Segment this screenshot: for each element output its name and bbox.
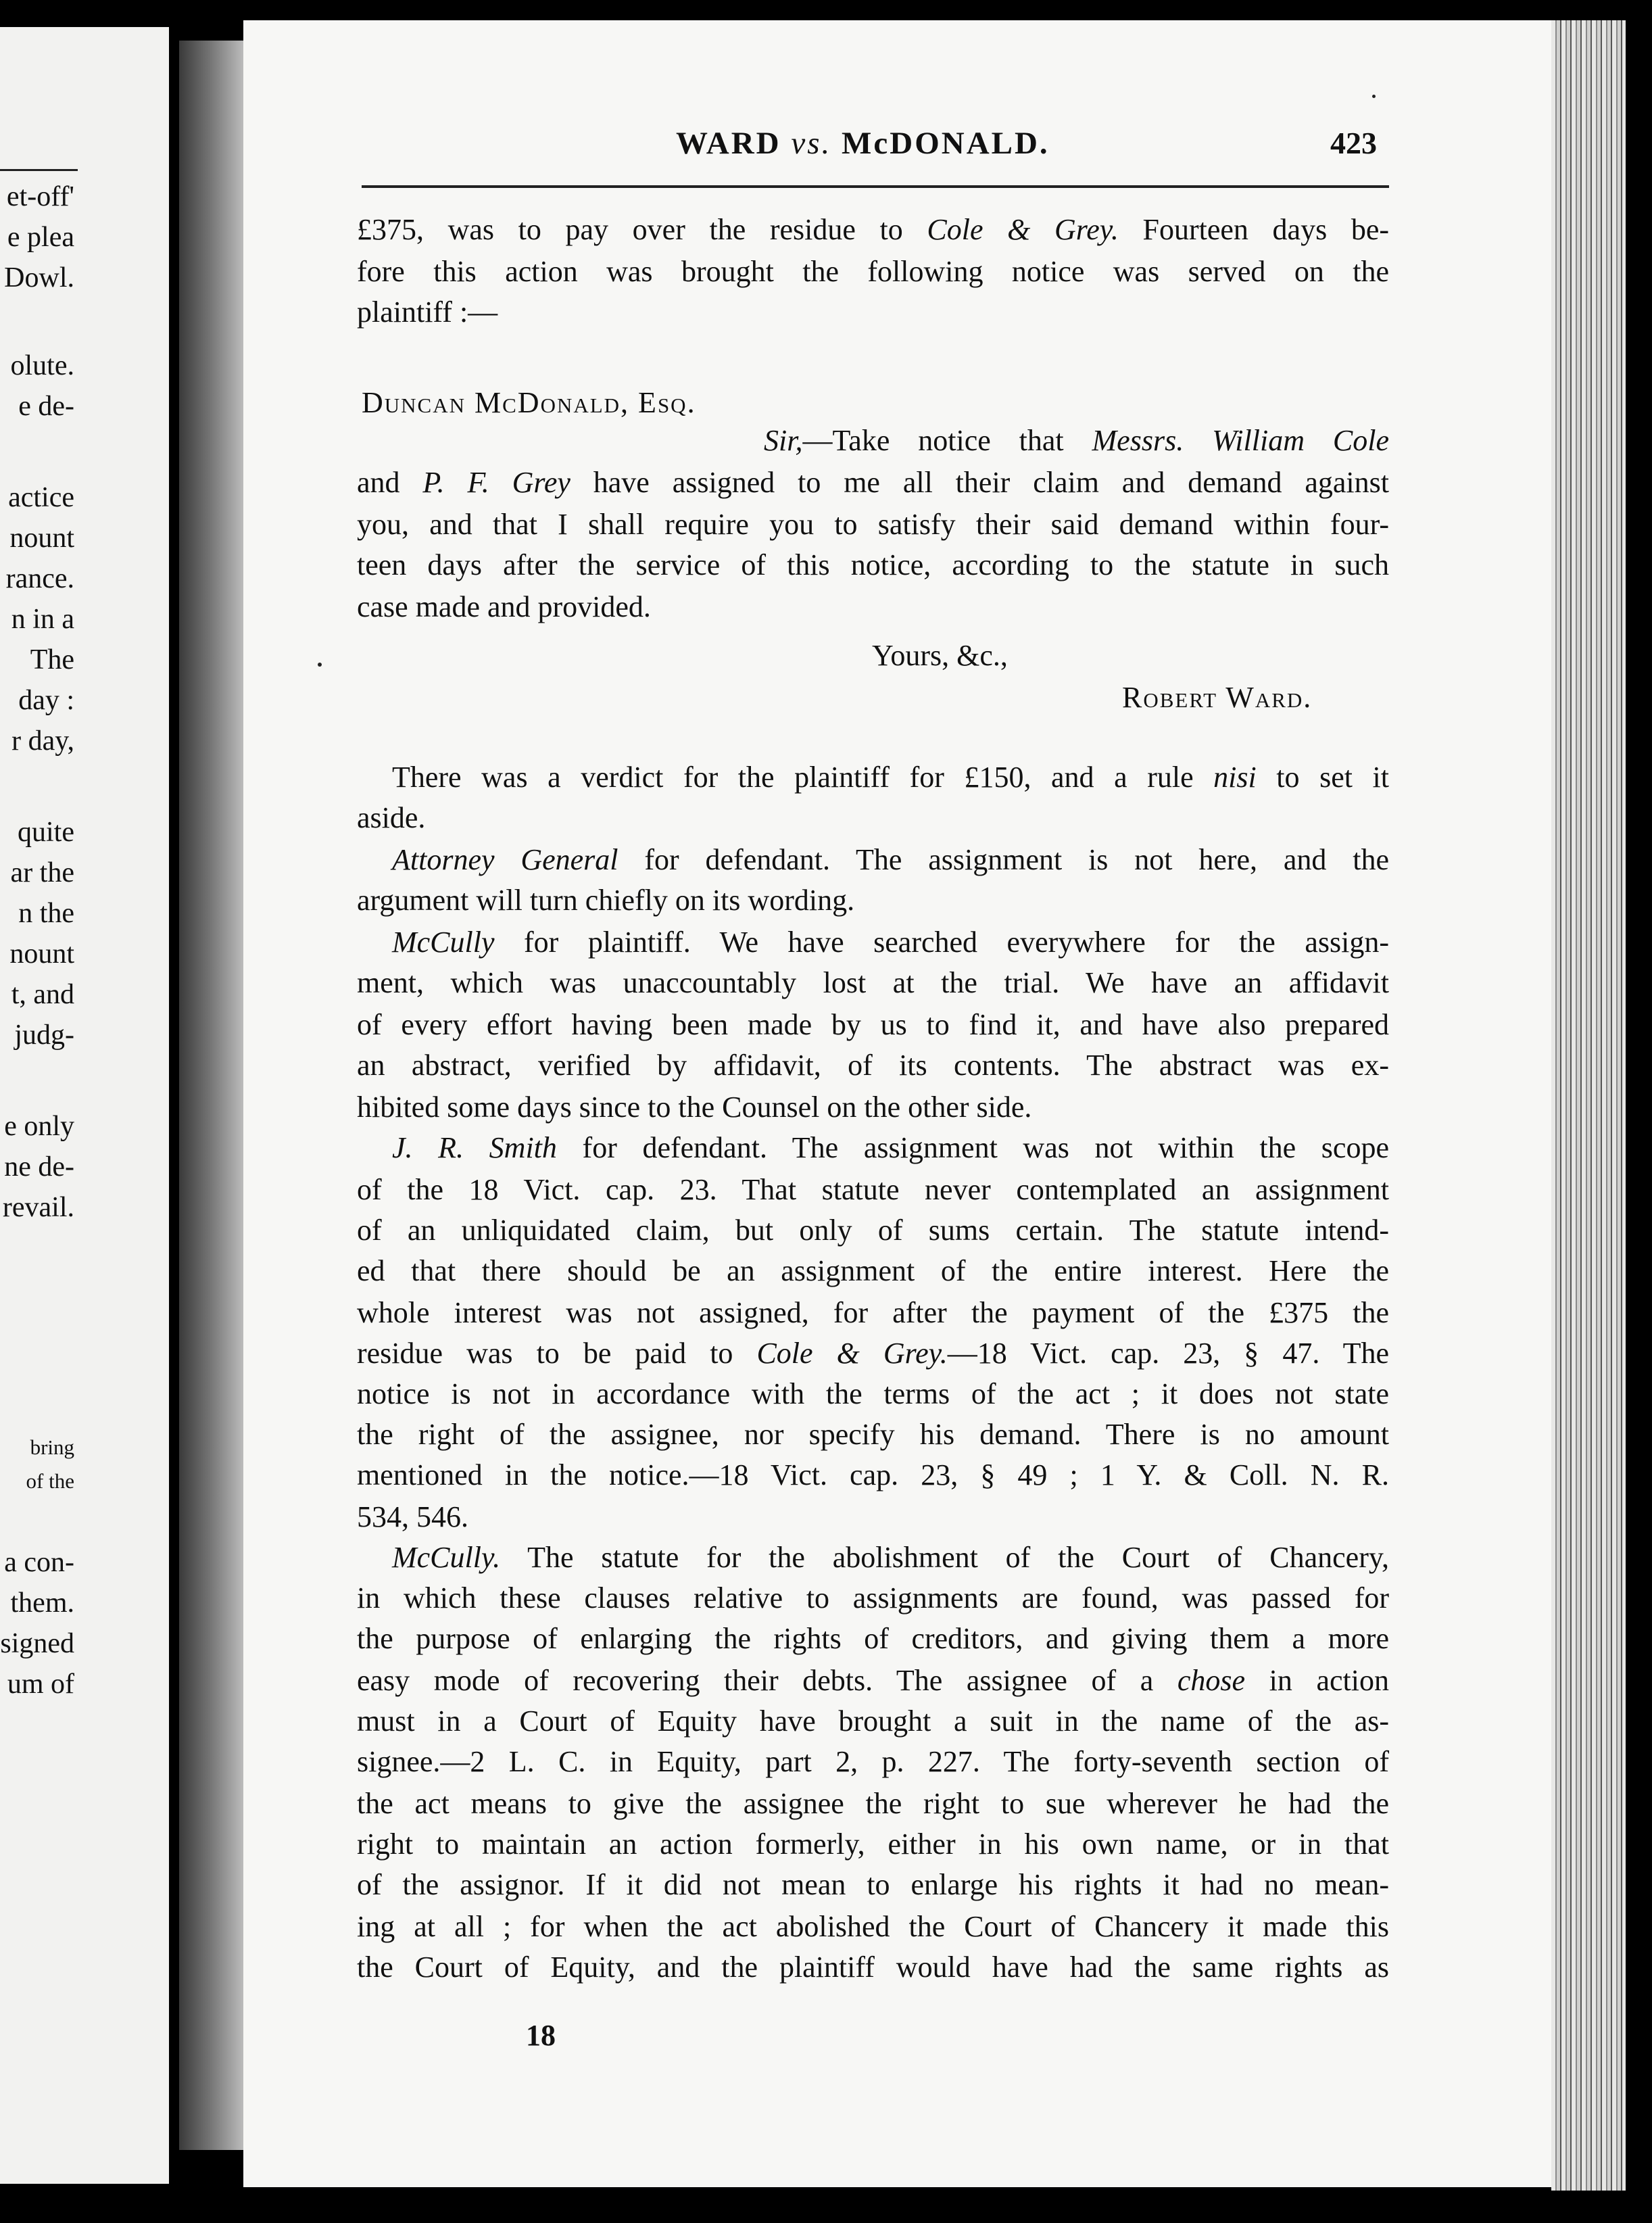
text-line: the right of the assignee, nor specify his demand. There is no amount bbox=[357, 1418, 1389, 1451]
left-page-text-fragment: The bbox=[30, 644, 74, 675]
left-page-text-fragment: actice bbox=[8, 482, 74, 513]
text-line: signee.—2 L. C. in Equity, part 2, p. 227. The forty-seventh section of bbox=[357, 1745, 1389, 1778]
text-line: McCully for plaintiff. We have searched everywhere for the assign- bbox=[392, 926, 1389, 959]
text-line: There was a verdict for the plaintiff for £150, and a rule nisi to set it bbox=[392, 761, 1389, 794]
left-page-text-fragment: Dowl. bbox=[4, 262, 74, 293]
text-line: the purpose of enlarging the rights of creditors, and giving them a more bbox=[357, 1622, 1389, 1655]
left-page-text-fragment: t, and bbox=[11, 979, 74, 1010]
text-line: residue was to be paid to Cole & Grey.—18 Vict. cap. 23, § 47. The bbox=[357, 1337, 1389, 1370]
left-page-text-fragment: olute. bbox=[10, 350, 74, 381]
left-page-text-fragment: signed bbox=[0, 1628, 74, 1659]
text-line: the act means to give the assignee the right to sue wherever he had the bbox=[357, 1787, 1389, 1820]
text-line: right to maintain an action formerly, either in his own name, or in that bbox=[357, 1827, 1389, 1861]
left-page-text-fragment: nount bbox=[9, 938, 74, 970]
left-page-text-fragment: e de- bbox=[18, 391, 74, 422]
page-edges bbox=[1551, 20, 1626, 2191]
left-page-text-fragment: revail. bbox=[2, 1192, 74, 1223]
text-line: fore this action was brought the following notice was served on the bbox=[357, 255, 1389, 288]
text-line: teen days after the service of this notice, according to the statute in such bbox=[357, 548, 1389, 581]
text-line: McCully. The statute for the abolishment of the Court of Chancery, bbox=[392, 1541, 1389, 1574]
left-page-text-fragment: r day, bbox=[11, 725, 74, 757]
text-line: aside. bbox=[357, 801, 426, 834]
left-facing-page bbox=[0, 27, 169, 2184]
text-line: mentioned in the notice.—18 Vict. cap. 23, § 49 ; 1 Y. & Coll. N. R. bbox=[357, 1458, 1389, 1491]
left-page-text-fragment: them. bbox=[10, 1587, 74, 1619]
left-page-text-fragment: bring bbox=[30, 1435, 74, 1459]
letter-closing: Yours, &c., bbox=[872, 639, 1008, 672]
left-page-text-fragment: n the bbox=[18, 898, 74, 929]
signature-mark: 18 bbox=[526, 2019, 556, 2052]
text-line: easy mode of recovering their debts. The assignee of a chose in action bbox=[357, 1664, 1389, 1697]
left-page-text-fragment: rance. bbox=[5, 563, 74, 594]
left-page-text-fragment: ar the bbox=[10, 857, 74, 888]
text-line: argument will turn chiefly on its wording. bbox=[357, 884, 855, 917]
text-line: 534, 546. bbox=[357, 1500, 468, 1533]
text-line: hibited some days since to the Counsel on the other side. bbox=[357, 1091, 1032, 1124]
text-line: ing at all ; for when the act abolished the Court of Chancery it made this bbox=[357, 1910, 1389, 1943]
letter-addressee: Duncan McDonald, Esq. bbox=[362, 386, 696, 419]
text-line: Attorney General for defendant. The assignment is not here, and the bbox=[392, 843, 1389, 876]
left-page-text-fragment: judg- bbox=[14, 1020, 74, 1051]
ink-speck bbox=[1372, 95, 1376, 98]
text-line: ment, which was unaccountably lost at the trial. We have an affidavit bbox=[357, 966, 1389, 999]
text-line: £375, was to pay over the residue to Cole & Grey. Fourteen days be- bbox=[357, 213, 1390, 246]
left-page-text-fragment: e only bbox=[4, 1111, 74, 1142]
text-line: of the assignor. If it did not mean to enlarge his rights it had no mean- bbox=[357, 1868, 1389, 1901]
page-number: 423 bbox=[1330, 126, 1377, 160]
text-line: notice is not in accordance with the terms of the act ; it does not state bbox=[357, 1377, 1389, 1410]
text-line: an abstract, verified by affidavit, of its contents. The abstract was ex- bbox=[357, 1049, 1389, 1082]
book-gutter bbox=[179, 41, 243, 2150]
text-line: in which these clauses relative to assignments are found, was passed for bbox=[357, 1581, 1389, 1615]
text-line: plaintiff :— bbox=[357, 295, 498, 329]
text-line: of the 18 Vict. cap. 23. That statute never contemplated an assignment bbox=[357, 1173, 1389, 1206]
left-page-text-fragment: e plea bbox=[7, 222, 74, 253]
header-rule bbox=[362, 185, 1389, 188]
text-line: and P. F. Grey have assigned to me all their claim and demand against bbox=[357, 466, 1389, 499]
left-page-text-fragment: n in a bbox=[11, 604, 74, 635]
left-page-rule bbox=[0, 169, 78, 171]
letter-signature: Robert Ward. bbox=[1122, 681, 1313, 714]
left-page-text-fragment: day : bbox=[18, 685, 74, 716]
text-line: of every effort having been made by us to find it, and have also prepared bbox=[357, 1008, 1389, 1041]
text-line: the Court of Equity, and the plaintiff would have had the same rights as bbox=[357, 1951, 1389, 1984]
text-line: ed that there should be an assignment of the entire interest. Here the bbox=[357, 1254, 1389, 1287]
text-line: case made and provided. bbox=[357, 590, 651, 623]
text-line: must in a Court of Equity have brought a suit in the name of the as- bbox=[357, 1704, 1389, 1738]
text-line: whole interest was not assigned, for after the payment of the £375 the bbox=[357, 1296, 1389, 1329]
text-line: J. R. Smith for defendant. The assignment was not within the scope bbox=[392, 1131, 1389, 1164]
left-page-text-fragment: ne de- bbox=[4, 1151, 74, 1182]
ink-speck bbox=[318, 663, 322, 667]
running-title: WARD vs. McDONALD. bbox=[676, 126, 1050, 161]
text-line: you, and that I shall require you to satisfy their said demand within four- bbox=[357, 508, 1389, 541]
left-page-text-fragment: nount bbox=[9, 523, 74, 554]
left-page-text-fragment: a con- bbox=[4, 1547, 74, 1578]
left-page-text-fragment: of the bbox=[26, 1469, 74, 1493]
left-page-text-fragment: et-off' bbox=[6, 181, 74, 212]
left-page-text-fragment: um of bbox=[7, 1669, 74, 1700]
text-line: of an unliquidated claim, but only of sums certain. The statute intend- bbox=[357, 1214, 1389, 1247]
text-line: Sir,—Take notice that Messrs. William Cole bbox=[764, 424, 1389, 457]
left-page-text-fragment: quite bbox=[18, 817, 74, 848]
